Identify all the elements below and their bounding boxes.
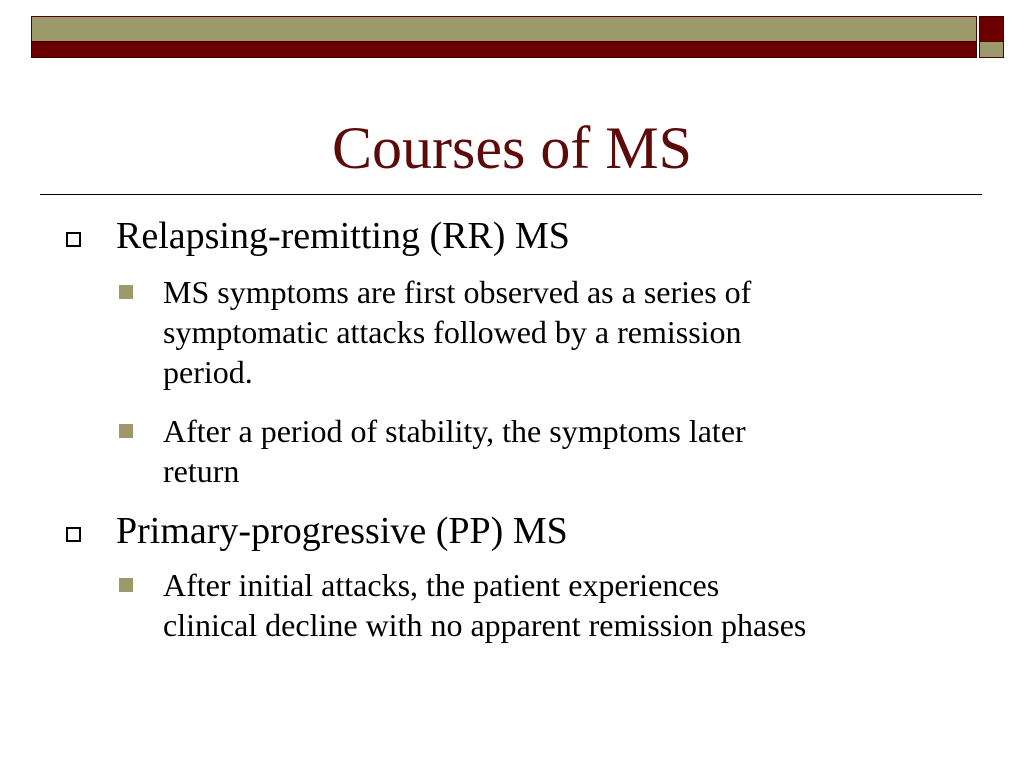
sub-bullet-rr-stability: After a period of stability, the symptoms later return xyxy=(163,413,746,489)
sub-bullet-rr-symptoms: MS symptoms are first observed as a series of symptomatic attacks followed by a remission period. xyxy=(163,274,752,390)
filled-square-bullet-icon xyxy=(119,578,133,592)
filled-square-bullet-icon xyxy=(119,424,133,438)
hollow-square-bullet-icon xyxy=(66,232,81,247)
slide-title: Courses of MS xyxy=(331,115,693,181)
bullet-primary-progressive: Primary-progressive (PP) MS xyxy=(116,510,568,552)
hollow-square-bullet-icon xyxy=(66,527,81,542)
filled-square-bullet-icon xyxy=(119,285,133,299)
sub-bullet-pp-decline: After initial attacks, the patient experiences clinical decline with no apparent remission phases xyxy=(163,567,807,643)
bullet-relapsing-remitting: Relapsing-remitting (RR) MS xyxy=(116,215,570,257)
